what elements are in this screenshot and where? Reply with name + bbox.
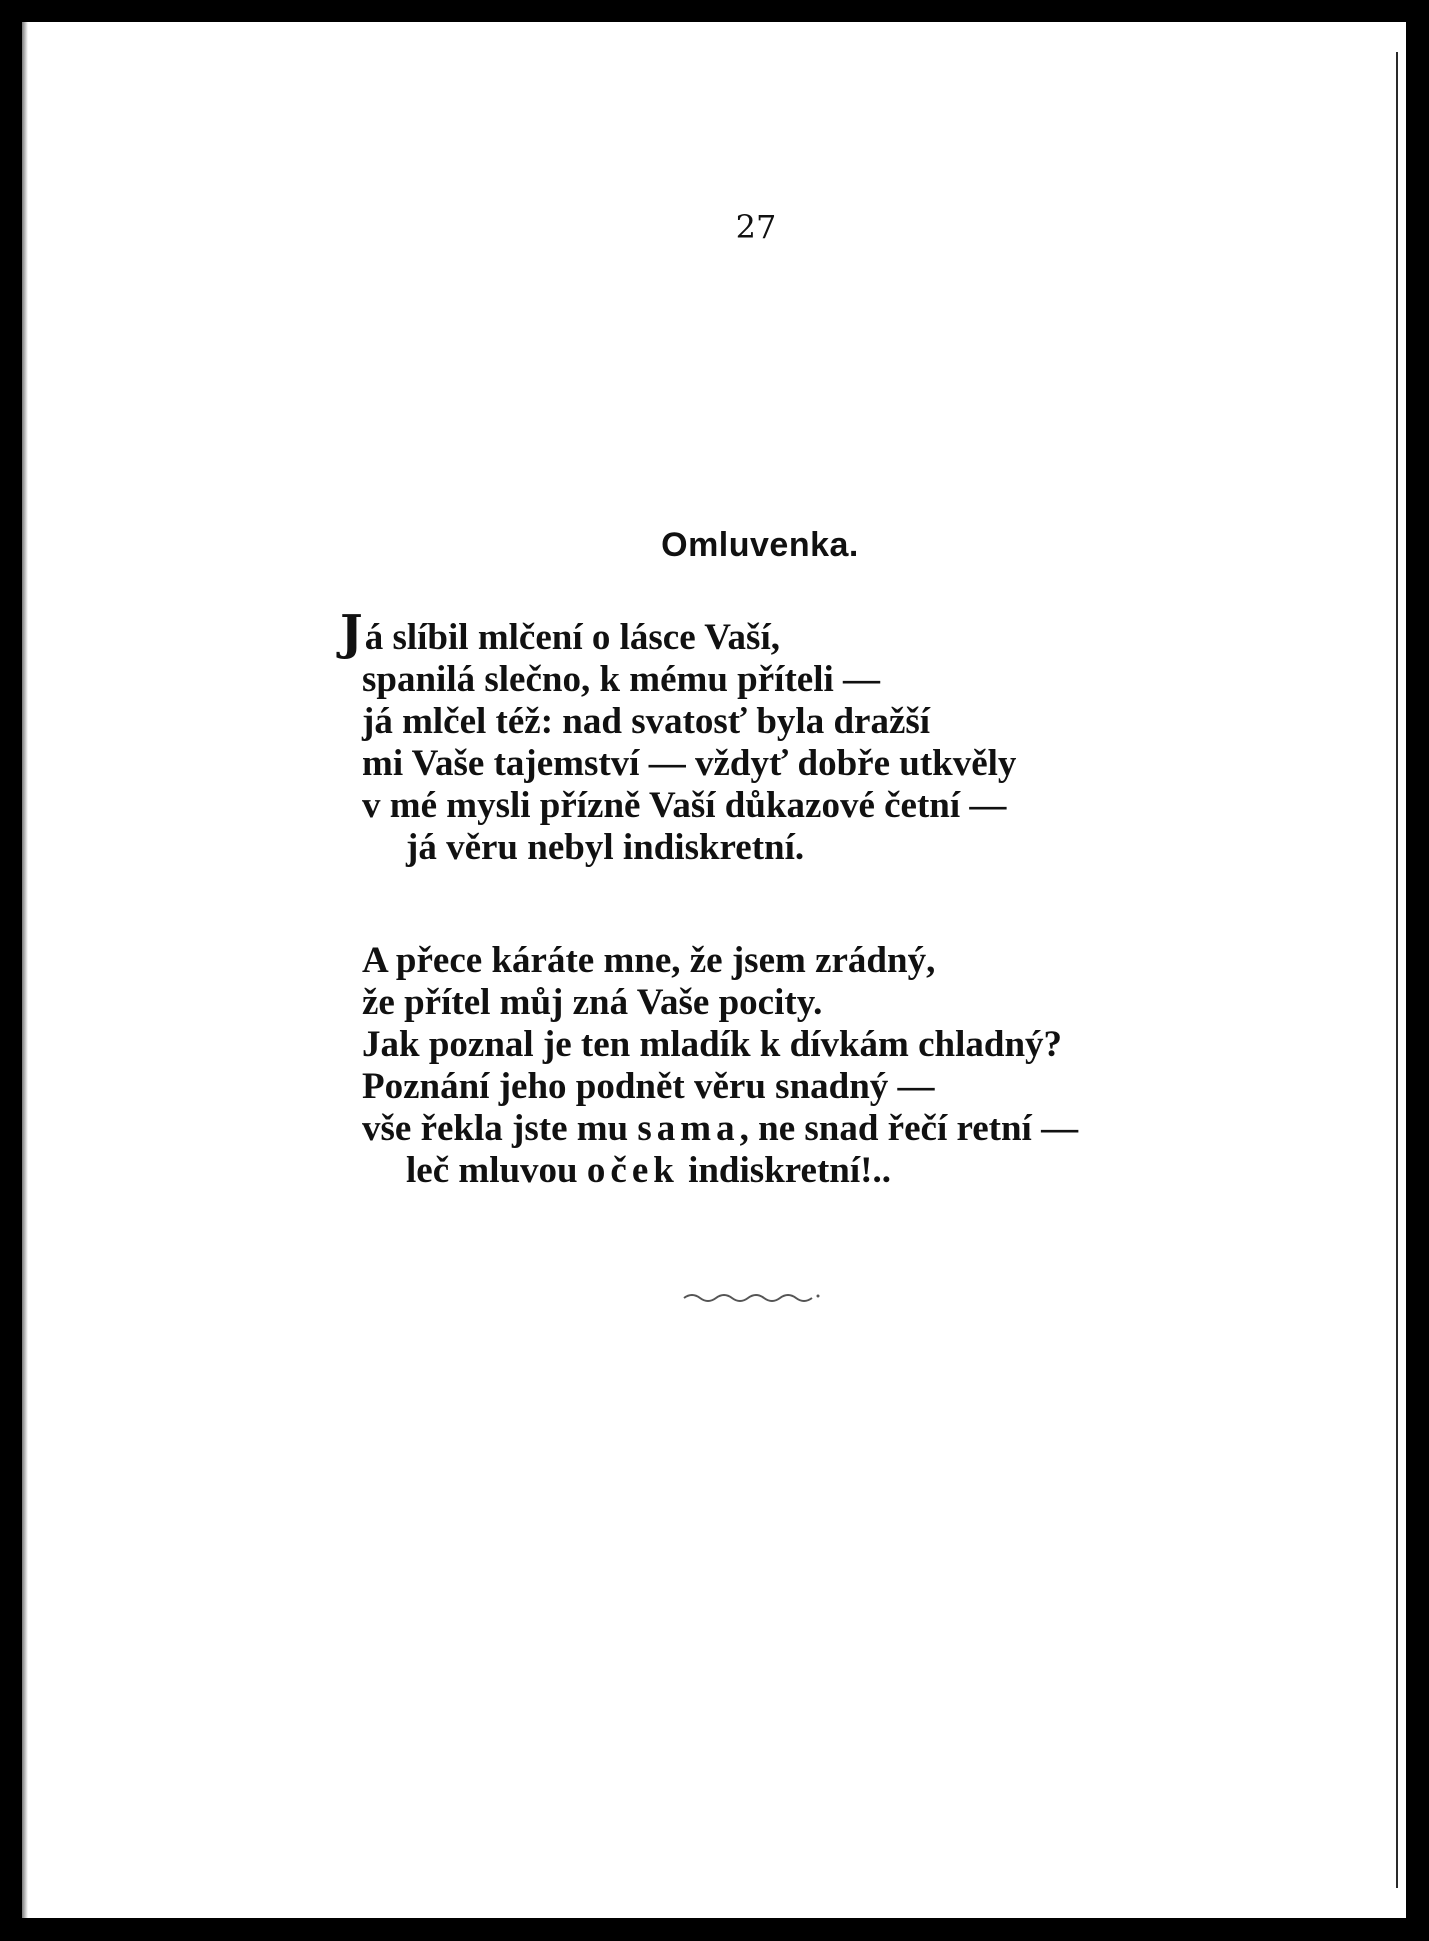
- poem-line: Poznání jeho podnět věru snadný —: [362, 1066, 935, 1107]
- poem-line: Jak poznal je ten mladík k dívkám chladný?: [362, 1024, 1063, 1065]
- poem-line: že přítel můj zná Vaše pocity.: [362, 982, 823, 1023]
- poem-line: [362, 1150, 1078, 1192]
- poem-line: [362, 1108, 1078, 1150]
- poem-title: Omluvenka.: [661, 526, 859, 564]
- stanza-2: [362, 940, 1078, 1192]
- stanza-1: [340, 605, 1017, 869]
- emphasized-word: oček: [586, 1150, 679, 1191]
- wavy-line-ornament-icon: [682, 1288, 822, 1308]
- emphasized-word: sama: [637, 1108, 740, 1149]
- ornamental-initial: J: [340, 605, 363, 661]
- poem-line: A přece káráte mne, že jsem zrádný,: [362, 940, 936, 981]
- poem-line-text: leč mluvou: [406, 1150, 587, 1191]
- poem-line-text: indiskretní!..: [678, 1150, 891, 1191]
- poem-line-text: , ne snad řečí retní —: [739, 1108, 1079, 1149]
- poem-line-text: á slíbil mlčení o lásce Vaší,: [364, 617, 780, 658]
- page-number: 27: [735, 208, 777, 246]
- book-page: [22, 22, 1406, 1918]
- poem-line: [340, 605, 1016, 661]
- poem-line: spanilá slečno, k mému příteli —: [362, 659, 881, 700]
- poem-line: já věru nebyl indiskretní.: [406, 827, 805, 868]
- poem-line: já mlčel též: nad svatosť byla dražší: [362, 701, 931, 742]
- poem-line-text: vše řekla jste mu: [362, 1108, 638, 1149]
- poem-line: v mé mysli přízně Vaší důkazové četní —: [362, 785, 1007, 826]
- poem-line: mi Vaše tajemství — vždyť dobře utkvěly: [362, 743, 1017, 784]
